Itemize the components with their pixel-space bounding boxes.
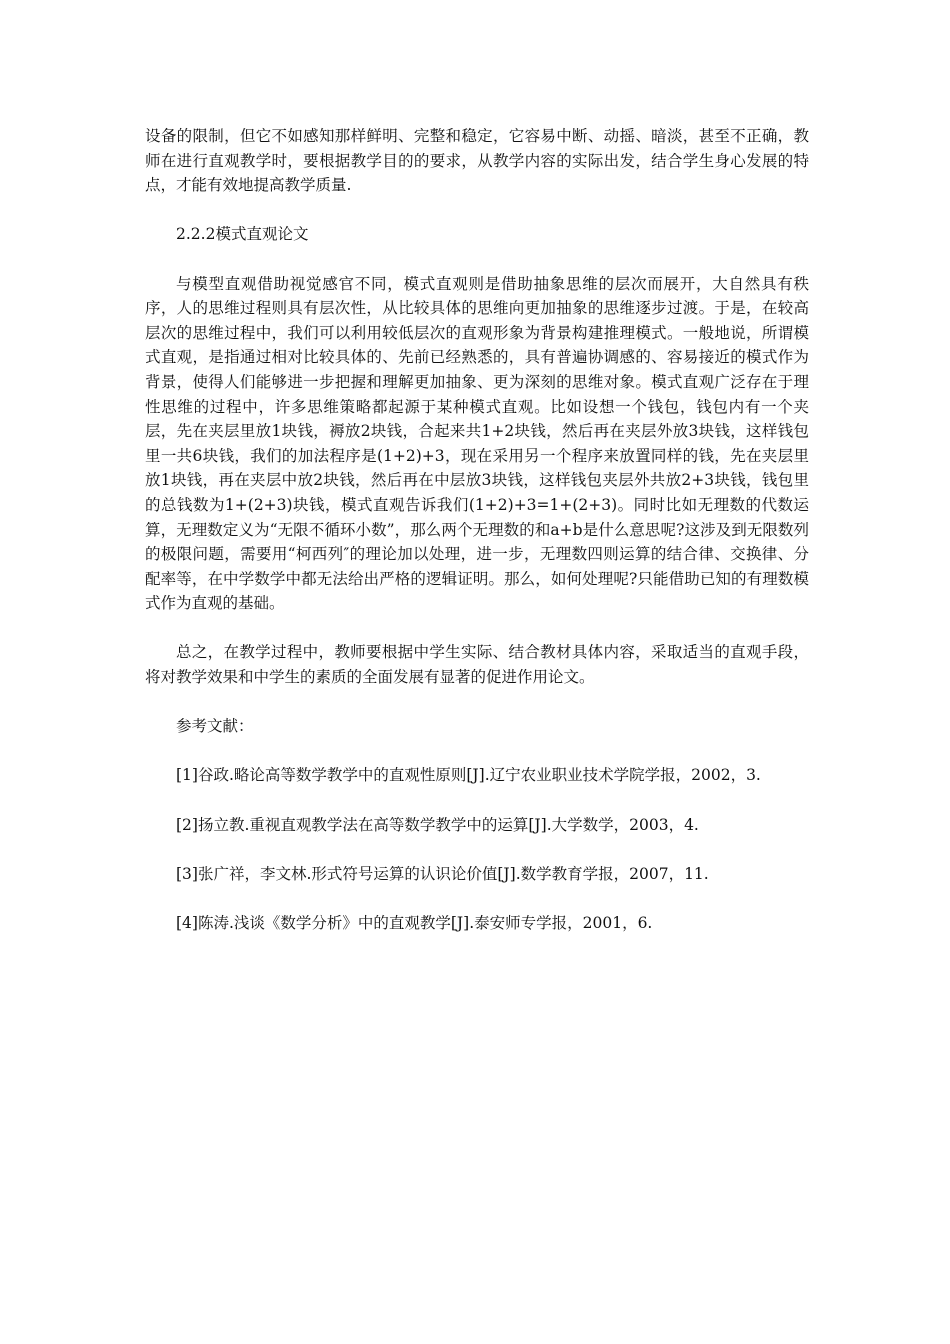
reference-item-2: [2]扬立教.重视直观教学法在高等数学教学中的运算[J].大学数学，2003，4. (176, 815, 699, 834)
section-paragraph: 与模型直观借助视觉感官不同，模式直观则是借助抽象思维的层次而展开，大自然具有秩序，人的思维过程则具有层次性，从比较具体的思维向更加抽象的思维逐步过渡。于是，在较高层次的思维过程中，我们可以利用较低层次的直观形象为背景构建推理模式。一般地说，所谓模式直观，是指通过相对比较具体的、先前已经熟悉的，具有普遍协调感的、容易接近的模式作为背景，使得人们能够进一步把握和理解更加抽象、更为深刻的思维对象。模式直观广泛存在于理性思维的过程中，许多思维策略都起源于某种模式直观。比如设想一个钱包，钱包内有一个夹层，先在夹层里放1块钱，褥放2块钱，合起来共1+2块钱，然后再在夹层外放3块钱，这样钱包里一共6块钱，我们的加法程序是(1+2)+3，现在采用另一个程序来放置同样的钱，先在夹层里放1块钱，再在夹层中放2块钱，然后再在中层放3块钱，这样钱包夹层外共放2+3块钱，钱包里的总钱数为1+(2+3)块钱，模式直观告诉我们(1+2)+3=1+(2+3)。同时比如无理数的代数运算，无理数定义为“无限不循环小数”，那么两个无理数的和a+b是什么意思呢?这涉及到无限数列的极限问题，需要用“柯西列″的理论加以处理，进一步，无理数四则运算的结合律、交换律、分配率等，在中学数学中都无法给出严格的逻辑证明。那么，如何处理呢?只能借助已知的有理数模式作为直观的基础。 (145, 274, 809, 613)
spacer (145, 198, 809, 223)
spacer (145, 837, 809, 862)
document-page (145, 124, 809, 936)
reference-item-1: [1]谷政.略论高等数学教学中的直观性原则[J].辽宁农业职业技术学院学报，2002，3. (176, 766, 761, 785)
spacer (145, 739, 809, 764)
spacer (145, 788, 809, 813)
spacer (145, 616, 809, 641)
references-title: 参考文献： (176, 717, 254, 736)
reference-item-4: [4]陈涛.浅谈《数学分析》中的直观教学[J].泰安师专学报，2001，6. (176, 914, 653, 932)
intro-paragraph: 设备的限制，但它不如感知那样鲜明、完整和稳定，它容易中断、动摇、暗淡，甚至不正确，教师在进行直观教学时，要根据教学目的的要求，从教学内容的实际出发，结合学生身心发展的特点，才能有效地提高教学质量. (145, 127, 809, 195)
spacer (145, 690, 809, 715)
section-heading: 2.2.2模式直观论文 (176, 225, 309, 244)
conclusion-paragraph: 总之，在教学过程中，教师要根据中学生实际、结合教材具体内容，采取适当的直观手段，将对教学效果和中学生的素质的全面发展有显著的促进作用论文。 (145, 643, 809, 687)
spacer (145, 247, 809, 272)
spacer (145, 886, 809, 911)
reference-item-3: [3]张广祥，李文林.形式符号运算的认识论价值[J].数学教育学报，2007，11. (176, 864, 709, 883)
